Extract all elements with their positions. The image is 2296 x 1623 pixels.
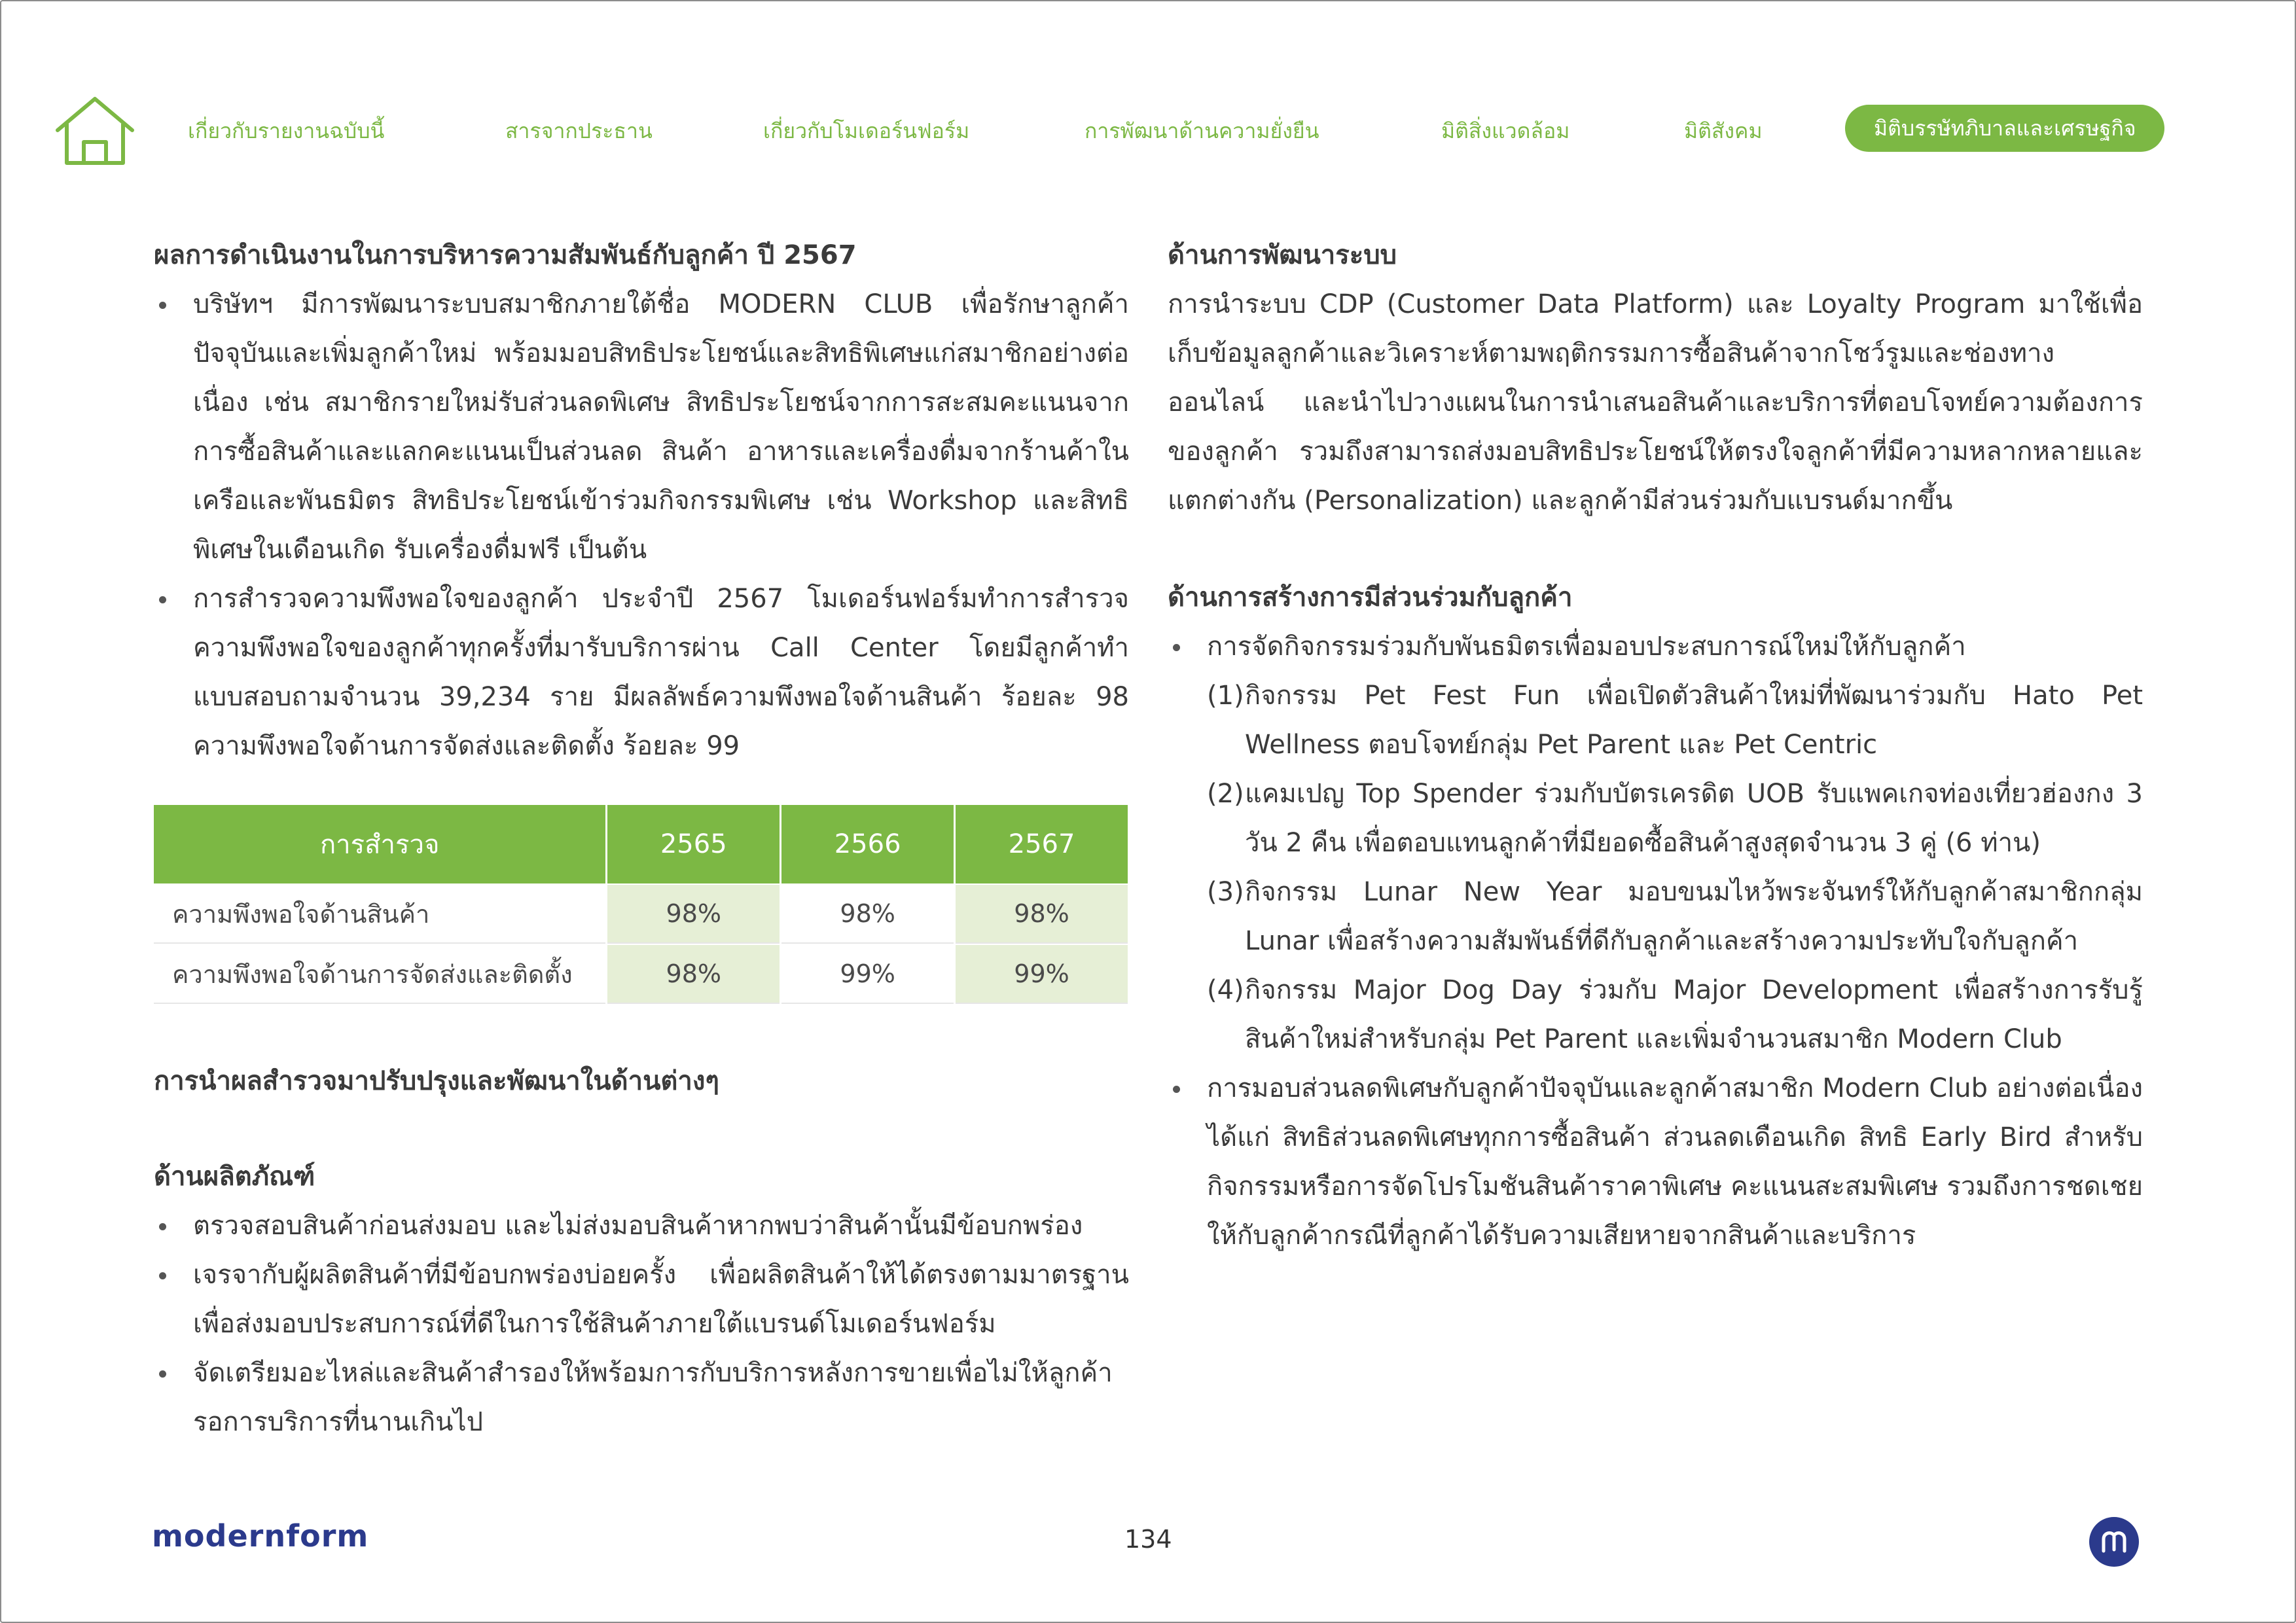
table-header: 2567: [956, 805, 1128, 883]
item-number: (1): [1207, 681, 1244, 711]
list-item: บริษัทฯ มีการพัฒนาระบบสมาชิกภายใต้ชื่อ MODERN CLUB เพื่อรักษาลูกค้าปัจจุบันและเพิ่มลูกค้าใหม่ พร้อมมอบสิทธิประโยชน์และสิทธิพิเศษแก่สมาชิกอย่างต่อเนื่อง เช่น สมาชิกรายใหม่รับส่วนลดพิเศษ สิทธิประโยชน์จากการสะสมคะแนนจากการซื้อสินค้าและแลกคะแนนเป็นส่วนลด สินค้า อาหารและเครื่องดื่มจากร้านค้าในเครือและพันธมิตร สิทธิประโยชน์เข้าร่วมกิจกรรมพิเศษ เช่น Workshop และสิทธิพิเศษในเดือนเกิด รับเครื่องดื่มฟรี เป็นต้น: [154, 280, 1129, 575]
nav-about-modernform[interactable]: เกี่ยวกับโมเดอร์นฟอร์ม: [763, 118, 970, 143]
table-header-row: [154, 805, 1128, 883]
list-item-text: การจัดกิจกรรมร่วมกับพันธมิตรเพื่อมอบประสบการณ์ใหม่ให้กับลูกค้า: [1207, 632, 1966, 662]
nav-sustainability[interactable]: การพัฒนาด้านความยั่งยืน: [1085, 118, 1319, 143]
table-header: 2566: [781, 805, 954, 883]
item-number: (3): [1207, 877, 1244, 907]
product-list: [154, 1202, 1129, 1447]
item-text: กิจกรรม Lunar New Year มอบขนมไหว้พระจันทร์ให้กับลูกค้าสมาชิกกลุ่ม Lunar เพื่อสร้างความสัมพันธ์ที่ดีกับลูกค้าและสร้างความประทับใจกับลูกค้า: [1245, 877, 2143, 956]
brand-logo-text: modernform: [152, 1518, 369, 1554]
list-item: ตรวจสอบสินค้าก่อนส่งมอบ และไม่ส่งมอบสินค้าหากพบว่าสินค้านั้นมีข้อบกพร่อง: [154, 1202, 1129, 1251]
crm-results-list: [154, 280, 1129, 771]
item-text: กิจกรรม Pet Fest Fun เพื่อเปิดตัวสินค้าใหม่ที่พัฒนาร่วมกับ Hato Pet Wellness ตอบโจทย์กลุ่ม Pet Parent และ Pet Centric: [1245, 681, 2143, 760]
nav-message-chairman[interactable]: สารจากประธาน: [505, 118, 653, 143]
table-cell: 99%: [781, 945, 954, 1004]
item-text: แคมเปญ Top Spender ร่วมกับบัตรเครดิต UOB รับแพคเกจท่องเที่ยวฮ่องกง 3 วัน 2 คืน เพื่อตอบแทนลูกค้าที่มียอดซื้อสินค้าสูงสุดจำนวน 3 คู่ (6 ท่าน): [1245, 779, 2143, 858]
improvement-heading: การนำผลสำรวจมาปรับปรุงและพัฒนาในด้านต่างๆ: [154, 1066, 719, 1096]
list-item: [1207, 671, 2143, 770]
table-cell: ความพึงพอใจด้านสินค้า: [154, 885, 605, 944]
table-cell: 99%: [956, 945, 1128, 1004]
list-item: จัดเตรียมอะไหล่และสินค้าสำรองให้พร้อมการกับบริการหลังการขายเพื่อไม่ให้ลูกค้ารอการบริการที่นานเกินไป: [154, 1349, 1129, 1447]
table-row: [154, 945, 1128, 1004]
table-header: การสำรวจ: [154, 805, 605, 883]
brand-m-icon: [2089, 1517, 2139, 1567]
nav-about-report[interactable]: เกี่ยวกับรายงานฉบับนี้: [188, 118, 385, 143]
product-heading: ด้านผลิตภัณฑ์: [154, 1162, 315, 1192]
table-cell: 98%: [781, 885, 954, 944]
table-row: [154, 885, 1128, 944]
nav-governance-economy[interactable]: มิติบรรษัทภิบาลและเศรษฐกิจ: [1845, 105, 2164, 152]
table-cell: 98%: [956, 885, 1128, 944]
left-column: [154, 236, 1129, 1447]
item-number: (4): [1207, 975, 1244, 1005]
list-item: [1207, 770, 2143, 868]
table-cell: 98%: [607, 885, 780, 944]
table-cell: ความพึงพอใจด้านการจัดส่งและติดตั้ง: [154, 945, 605, 1004]
system-dev-heading: ด้านการพัฒนาระบบ: [1168, 240, 1397, 270]
list-item: [1207, 966, 2143, 1064]
list-item: เจรจากับผู้ผลิตสินค้าที่มีข้อบกพร่องบ่อยครั้ง เพื่อผลิตสินค้าให้ได้ตรงตามมาตรฐาน เพื่อส่งมอบประสบการณ์ที่ดีในการใช้สินค้าภายใต้แบรนด์โมเดอร์นฟอร์ม: [154, 1251, 1129, 1349]
engagement-list: [1168, 622, 2143, 1260]
table-header: 2565: [607, 805, 780, 883]
satisfaction-table: [152, 804, 1130, 1005]
item-number: (2): [1207, 779, 1244, 809]
nav-environment[interactable]: มิติสิ่งแวดล้อม: [1441, 118, 1570, 143]
item-text: กิจกรรม Major Dog Day ร่วมกับ Major Development เพื่อสร้างการรับรู้สินค้าใหม่สำหรับกลุ่ม Pet Parent และเพิ่มจำนวนสมาชิก Modern Club: [1245, 975, 2143, 1054]
list-item: การสำรวจความพึงพอใจของลูกค้า ประจำปี 2567 โมเดอร์นฟอร์มทำการสำรวจความพึงพอใจของลูกค้าทุกครั้งที่มารับบริการผ่าน Call Center โดยมีลูกค้าทำแบบสอบถามจำนวน 39,234 ราย มีผลลัพธ์ความพึงพอใจด้านสินค้า ร้อยละ 98 ความพึงพอใจด้านการจัดส่งและติดตั้ง ร้อยละ 99: [154, 575, 1129, 771]
list-item: [1168, 622, 2143, 1064]
list-item: [1207, 868, 2143, 966]
table-cell: 98%: [607, 945, 780, 1004]
crm-results-heading: ผลการดำเนินงานในการบริหารความสัมพันธ์กับลูกค้า ปี 2567: [154, 240, 857, 270]
list-item: การมอบส่วนลดพิเศษกับลูกค้าปัจจุบันและลูกค้าสมาชิก Modern Club อย่างต่อเนื่อง ได้แก่ สิทธิส่วนลดพิเศษทุกการซื้อสินค้า ส่วนลดเดือนเกิด สิทธิ Early Bird สำหรับกิจกรรมหรือการจัดโปรโมชันสินค้าราคาพิเศษ คะแนนสะสมพิเศษ รวมถึงการชดเชยให้กับลูกค้ากรณีที่ลูกค้าได้รับความเสียหายจากสินค้าและบริการ: [1168, 1064, 2143, 1260]
system-dev-paragraph: การนำระบบ CDP (Customer Data Platform) และ Loyalty Program มาใช้เพื่อเก็บข้อมูลลูกค้าและวิเคราะห์ตามพฤติกรรมการซื้อสินค้าจากโชว์รูมและช่องทางออนไลน์ และนำไปวางแผนในการนำเสนอสินค้าและบริการที่ตอบโจทย์ความต้องการของลูกค้า รวมถึงสามารถส่งมอบสิทธิประโยชน์ให้ตรงใจลูกค้าที่มีความหลากหลายและแตกต่างกัน (Personalization) และลูกค้ามีส่วนร่วมกับแบรนด์มากขึ้น: [1168, 289, 2143, 516]
right-column: [1168, 236, 2143, 1260]
page-number: 134: [1124, 1525, 1172, 1554]
engagement-heading: ด้านการสร้างการมีส่วนร่วมกับลูกค้า: [1168, 582, 1573, 613]
home-icon[interactable]: [54, 95, 136, 168]
activities-list: [1207, 671, 2143, 1064]
nav-social[interactable]: มิติสังคม: [1684, 118, 1763, 143]
